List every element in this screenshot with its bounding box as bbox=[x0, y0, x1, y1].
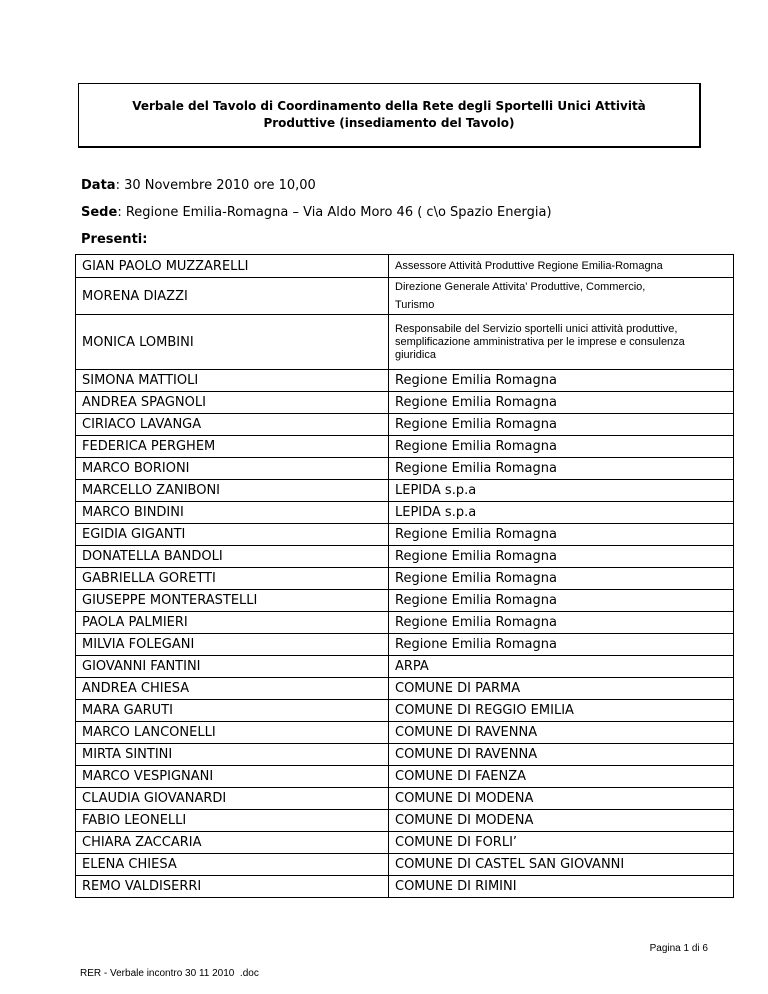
table-row bbox=[76, 788, 734, 810]
attendee-name: FABIO LEONELLI bbox=[76, 810, 389, 832]
table-row bbox=[76, 810, 734, 832]
attendee-role: Regione Emilia Romagna bbox=[389, 458, 734, 480]
attendees-table-body bbox=[76, 255, 734, 898]
attendee-name: MIRTA SINTINI bbox=[76, 744, 389, 766]
attendee-name: MILVIA FOLEGANI bbox=[76, 634, 389, 656]
attendee-role: COMUNE DI RAVENNA bbox=[389, 722, 734, 744]
attendee-role: Regione Emilia Romagna bbox=[389, 546, 734, 568]
location-value: : Regione Emilia-Romagna – Via Aldo Moro 46 ( c\o Spazio Energia) bbox=[117, 205, 552, 220]
table-row bbox=[76, 392, 734, 414]
attendee-role: COMUNE DI RIMINI bbox=[389, 876, 734, 898]
attendee-role: ARPA bbox=[389, 656, 734, 678]
date-value: : 30 Novembre 2010 ore 10,00 bbox=[115, 178, 316, 193]
attendee-name: MARCELLO ZANIBONI bbox=[76, 480, 389, 502]
attendee-name: MARCO BINDINI bbox=[76, 502, 389, 524]
attendee-name: MARCO LANCONELLI bbox=[76, 722, 389, 744]
attendee-role: Regione Emilia Romagna bbox=[389, 370, 734, 392]
meeting-date bbox=[81, 178, 316, 193]
attendee-name: MONICA LOMBINI bbox=[76, 315, 389, 370]
table-row bbox=[76, 700, 734, 722]
footer-filename: RER - Verbale incontro 30 11 2010 .doc bbox=[80, 968, 259, 979]
attendee-role: Assessore Attività Produttive Regione Emilia-Romagna bbox=[389, 255, 734, 278]
attendee-name: GIAN PAOLO MUZZARELLI bbox=[76, 255, 389, 278]
attendee-name: ELENA CHIESA bbox=[76, 854, 389, 876]
attendee-role: Regione Emilia Romagna bbox=[389, 568, 734, 590]
attendee-role: COMUNE DI RAVENNA bbox=[389, 744, 734, 766]
attendee-role: Regione Emilia Romagna bbox=[389, 436, 734, 458]
attendee-role: COMUNE DI PARMA bbox=[389, 678, 734, 700]
table-row bbox=[76, 524, 734, 546]
table-row bbox=[76, 634, 734, 656]
table-row bbox=[76, 315, 734, 370]
page-number: Pagina 1 di 6 bbox=[649, 943, 708, 954]
attendee-role: Direzione Generale Attivita' Produttive, Commercio, Turismo bbox=[389, 278, 734, 315]
table-row bbox=[76, 656, 734, 678]
table-row bbox=[76, 876, 734, 898]
attendees-heading bbox=[81, 232, 147, 247]
table-row bbox=[76, 255, 734, 278]
attendee-name: ANDREA CHIESA bbox=[76, 678, 389, 700]
attendee-role: Regione Emilia Romagna bbox=[389, 612, 734, 634]
attendee-role: Regione Emilia Romagna bbox=[389, 524, 734, 546]
attendee-name: REMO VALDISERRI bbox=[76, 876, 389, 898]
attendee-name: CLAUDIA GIOVANARDI bbox=[76, 788, 389, 810]
attendee-name: ANDREA SPAGNOLI bbox=[76, 392, 389, 414]
table-row bbox=[76, 502, 734, 524]
attendee-role: COMUNE DI CASTEL SAN GIOVANNI bbox=[389, 854, 734, 876]
table-row bbox=[76, 766, 734, 788]
attendee-role: COMUNE DI FAENZA bbox=[389, 766, 734, 788]
attendee-name: MARCO VESPIGNANI bbox=[76, 766, 389, 788]
attendee-role: Responsabile del Servizio sportelli unici attività produttive, semplificazione amministrativa per le imprese e consulenza giuridica bbox=[389, 315, 734, 370]
attendee-name: EGIDIA GIGANTI bbox=[76, 524, 389, 546]
table-row bbox=[76, 370, 734, 392]
attendee-role: Regione Emilia Romagna bbox=[389, 590, 734, 612]
table-row bbox=[76, 546, 734, 568]
attendee-name: MORENA DIAZZI bbox=[76, 278, 389, 315]
table-row bbox=[76, 278, 734, 315]
meeting-location bbox=[81, 205, 552, 220]
table-row bbox=[76, 480, 734, 502]
table-row bbox=[76, 722, 734, 744]
attendee-role: COMUNE DI MODENA bbox=[389, 788, 734, 810]
attendee-role: Regione Emilia Romagna bbox=[389, 392, 734, 414]
document-title-line-1: Verbale del Tavolo di Coordinamento della Rete degli Sportelli Unici Attività bbox=[132, 99, 646, 113]
attendee-name: MARA GARUTI bbox=[76, 700, 389, 722]
table-row bbox=[76, 568, 734, 590]
attendee-name: PAOLA PALMIERI bbox=[76, 612, 389, 634]
table-row bbox=[76, 612, 734, 634]
date-label: Data bbox=[81, 178, 116, 193]
attendee-name: FEDERICA PERGHEM bbox=[76, 436, 389, 458]
title-box bbox=[78, 83, 701, 148]
attendee-name: GABRIELLA GORETTI bbox=[76, 568, 389, 590]
attendee-name: CHIARA ZACCARIA bbox=[76, 832, 389, 854]
attendee-role: LEPIDA s.p.a bbox=[389, 480, 734, 502]
attendee-role: LEPIDA s.p.a bbox=[389, 502, 734, 524]
table-row bbox=[76, 458, 734, 480]
document-title-line-2: Produttive (insediamento del Tavolo) bbox=[263, 116, 515, 130]
attendee-role: COMUNE DI REGGIO EMILIA bbox=[389, 700, 734, 722]
attendee-name: SIMONA MATTIOLI bbox=[76, 370, 389, 392]
table-row bbox=[76, 744, 734, 766]
attendees-table bbox=[75, 254, 734, 898]
attendee-name: DONATELLA BANDOLI bbox=[76, 546, 389, 568]
table-row bbox=[76, 590, 734, 612]
attendee-name: GIOVANNI FANTINI bbox=[76, 656, 389, 678]
attendee-role: COMUNE DI MODENA bbox=[389, 810, 734, 832]
table-row bbox=[76, 436, 734, 458]
table-row bbox=[76, 414, 734, 436]
attendee-name: GIUSEPPE MONTERASTELLI bbox=[76, 590, 389, 612]
table-row bbox=[76, 678, 734, 700]
location-label: Sede bbox=[81, 205, 118, 220]
attendee-role: COMUNE DI FORLI’ bbox=[389, 832, 734, 854]
attendee-role: Regione Emilia Romagna bbox=[389, 414, 734, 436]
attendee-name: MARCO BORIONI bbox=[76, 458, 389, 480]
table-row bbox=[76, 854, 734, 876]
table-row bbox=[76, 832, 734, 854]
attendee-role: Regione Emilia Romagna bbox=[389, 634, 734, 656]
attendee-name: CIRIACO LAVANGA bbox=[76, 414, 389, 436]
attendees-label: Presenti: bbox=[81, 232, 148, 247]
